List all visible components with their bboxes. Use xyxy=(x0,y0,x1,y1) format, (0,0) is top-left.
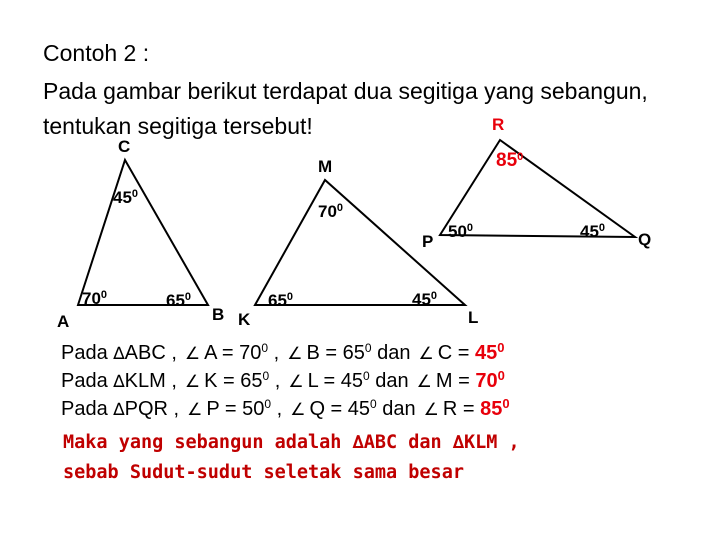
conclusion-line-1: Maka yang sebangun adalah ∆ABC dan ∆KLM , xyxy=(63,432,520,453)
vertex-m-label: M xyxy=(318,157,333,176)
statement-klm: Pada ∆KLM , ∠ $K = 65^0$ , ∠ $L = 45^0$ dan ∠ $M = 70^0$ xyxy=(61,368,505,392)
angle-icon: ∠ xyxy=(184,344,201,364)
statement-pqr: Pada ∆PQR , ∠ $P = 50^0$ , ∠ $Q = 45^0$ dan ∠ $R = 85^0$ xyxy=(61,396,510,420)
angle-icon: ∠ xyxy=(416,372,432,392)
angle-q-label: $45^0$ xyxy=(580,222,606,241)
angle-c-label: $45^0$ xyxy=(113,188,139,207)
angle-l-label: $45^0$ xyxy=(412,290,438,309)
statement-abc: Pada ∆ABC , ∠ $A = 70^0$ , ∠ $B = 65^0$ dan ∠ $C = 45^0$ xyxy=(61,340,505,364)
vertex-k-label: K xyxy=(238,310,251,329)
angle-icon: ∠ xyxy=(288,372,304,392)
conclusion-line-2: sebab Sudut-sudut seletak sama besar xyxy=(63,462,464,483)
angle-icon: ∠ xyxy=(418,344,434,364)
angle-k-label: $65^0$ xyxy=(268,291,294,310)
example-heading: Contoh 2 : xyxy=(43,40,150,66)
vertex-r-label: R xyxy=(492,115,505,134)
vertex-p-label: P xyxy=(422,232,434,251)
vertex-c-label: C xyxy=(118,137,131,156)
vertex-q-label: Q xyxy=(638,230,652,249)
triangle-abc xyxy=(78,160,208,305)
angle-p-label: $50^0$ xyxy=(448,222,474,241)
angle-a-label: $70^0$ xyxy=(82,289,108,308)
angle-icon: ∠ xyxy=(290,400,306,420)
angle-icon: ∠ xyxy=(287,344,303,364)
problem-line-2: tentukan segitiga tersebut! xyxy=(43,113,313,139)
vertex-l-label: L xyxy=(468,308,479,327)
angle-icon: ∠ xyxy=(187,400,203,420)
problem-line-1: Pada gambar berikut terdapat dua segitiga yang sebangun, xyxy=(43,78,648,104)
vertex-b-label: B xyxy=(212,305,225,324)
angle-b-label: $65^0$ xyxy=(166,291,192,310)
vertex-a-label: A xyxy=(57,312,70,331)
triangle-klm xyxy=(255,180,465,305)
angle-icon: ∠ xyxy=(184,372,201,392)
angle-r-label: $85^0$ xyxy=(496,150,524,171)
angle-m-label: $70^0$ xyxy=(318,202,344,221)
angle-icon: ∠ xyxy=(423,400,439,420)
